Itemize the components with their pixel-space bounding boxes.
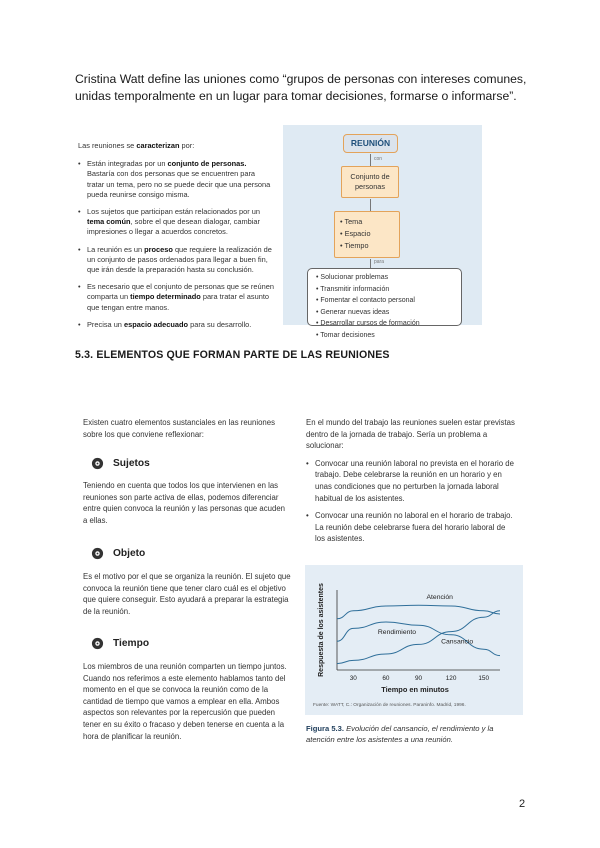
chart-source: Fuente: WATT, C.: Organización de reuniones. Paraninfo. Madrid, 1996.	[313, 703, 466, 708]
x-axis-label: Tiempo en minutos	[381, 685, 449, 694]
caption-text: Evolución del cansancio, el rendimiento y la atención entre los asistentes a una reunión.	[306, 724, 494, 744]
purpose-item: • Generar nuevas ideas	[316, 307, 461, 319]
list-item: • Convocar una reunión no laboral en el horario de trabajo. La reunión debe celebrarse fuera del horario laboral de los asistentes.	[306, 510, 516, 545]
left-intro: Existen cuatro elementos sustanciales en las reuniones sobre los que conviene reflexionar:	[83, 418, 275, 439]
page-number: 2	[519, 798, 526, 810]
series-label: Cansancio	[441, 638, 474, 646]
subheading-sujetos	[91, 457, 150, 470]
x-tick-label: 150	[478, 675, 490, 682]
diagram-people-box: Conjunto de personas	[341, 166, 399, 198]
purpose-item: • Fomentar el contacto personal	[316, 295, 461, 307]
list-item: • La reunión es un proceso que requiere la realización de un conjunto de pasos ordenados para llegar a buen fin, que irán desde la preparación hasta su conclusión.	[78, 245, 274, 276]
attention-chart	[305, 565, 523, 715]
diagram-element: • Tiempo	[340, 240, 399, 252]
subheading-label: Objeto	[113, 548, 146, 559]
list-item: • Precisa un espacio adecuado para su desarrollo.	[78, 320, 274, 330]
connector-label-top: con	[374, 156, 383, 162]
series-line-rendimiento	[337, 622, 500, 656]
diagram-purposes-box	[307, 268, 462, 339]
x-tick-label: 60	[382, 675, 390, 682]
x-tick-label: 90	[414, 675, 423, 682]
subheading-objeto	[91, 547, 145, 560]
figure-caption	[306, 723, 521, 745]
reunion-diagram	[283, 125, 482, 339]
chart-svg	[305, 565, 523, 715]
purpose-item: • Solucionar problemas	[316, 272, 461, 284]
purpose-item: • Desarrollar cursos de formación	[316, 318, 461, 330]
list-item: • Están integradas por un conjunto de personas. Bastaría con dos personas que se encuentren para tratar un tema, pero no se puede decir que una persona pueda reunirse consigo misma.	[78, 159, 274, 200]
list-item: • Los sujetos que participan están relacionados por un tema común, sobre el que desean dialogar, cambiar impresiones o llegar a acuerdos concretos.	[78, 207, 274, 238]
list-item: • Es necesario que el conjunto de personas que se reúnen comparta un tiempo determinado para tratar el asunto que tengan entre manos.	[78, 282, 274, 313]
right-column	[306, 417, 516, 551]
series-line-cansancio	[337, 611, 500, 664]
gear-icon	[91, 547, 104, 560]
diagram-title-box: REUNIÓN	[343, 134, 398, 153]
caption-label: Figura 5.3.	[306, 724, 344, 733]
subheading-label: Tiempo	[113, 638, 150, 649]
subheading-label: Sujetos	[113, 458, 150, 469]
purpose-item: • Tomar decisiones	[316, 330, 461, 342]
list-item: • Convocar una reunión laboral no prevista en el horario de trabajo. Debe celebrarse la reunión en un horario y en unas condiciones que no perturben la jornada laboral habitual de los asistentes.	[306, 458, 516, 504]
connector-line	[370, 199, 371, 211]
gear-icon	[91, 637, 104, 650]
x-tick-label: 120	[445, 675, 457, 682]
intro-paragraph: Cristina Watt define las uniones como “grupos de personas con intereses comunes, unidas temporalmente en un lugar para tomar decisiones, formarse o informarse”.	[75, 72, 527, 103]
characteristics-lead: Las reuniones se caracterizan por:	[78, 141, 195, 150]
diagram-element: • Espacio	[340, 228, 399, 240]
y-axis-label: Respuesta de los asistentes	[318, 583, 325, 677]
characteristics-block	[78, 141, 274, 337]
purpose-item: • Transmitir información	[316, 284, 461, 296]
problems-list	[306, 458, 516, 545]
section-title: 5.3. ELEMENTOS QUE FORMAN PARTE DE LAS REUNIONES	[75, 349, 390, 361]
connector-label-bottom: para	[374, 259, 385, 265]
x-tick-label: 30	[349, 675, 357, 682]
gear-icon	[91, 457, 104, 470]
series-label: Rendimiento	[377, 629, 417, 636]
right-intro: En el mundo del trabajo las reuniones suelen estar previstas dentro de la jornada de trabajo. Sería un problema a solucionar:	[306, 418, 515, 451]
diagram-elements-box	[334, 211, 400, 258]
tiempo-text: Los miembros de una reunión comparten un tiempo juntos. Cuando nos referimos a este elemento hablamos tanto del momento en el que se convoca la reunión como de la cantidad de tiempo que vamos a emplear en ella. Ambos aspectos son relevantes por la repercusión que pueden tener en su éxito o fracaso y deben tenerse en cuenta a la hora de planificar la reunión.	[83, 662, 287, 741]
series-line-atención	[337, 605, 500, 619]
characteristics-list	[78, 159, 274, 330]
diagram-element: • Tema	[340, 216, 399, 228]
connector-line	[370, 154, 371, 166]
objeto-text: Es el motivo por el que se organiza la reunión. El sujeto que convoca la reunión tiene que tener claro cuál es el objetivo que quiere conseguir. Esto ayudará a preparar la estrategia de la reunión.	[83, 572, 291, 616]
series-label: Atención	[426, 594, 453, 602]
sujetos-text: Teniendo en cuenta que todos los que intervienen en las reuniones son parte activa de ellas, podemos diferenciar entre quien convoca la reunión y las personas que acuden a ellas.	[83, 481, 285, 525]
subheading-tiempo	[91, 637, 149, 650]
connector-line	[370, 259, 371, 268]
